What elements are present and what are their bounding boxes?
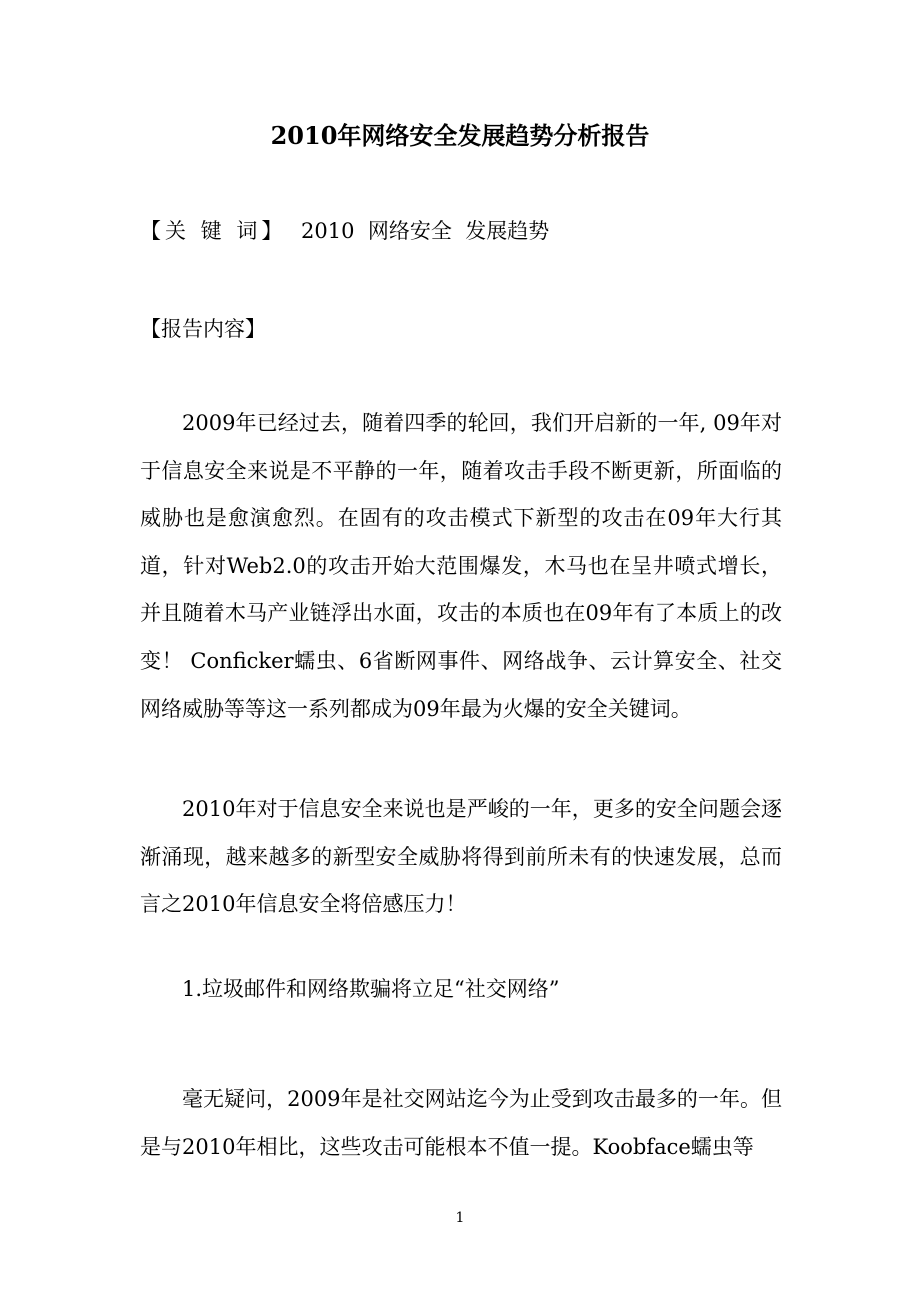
paragraph-section-1: 毫无疑问，2009年是社交网站迄今为止受到攻击最多的一年。但是与2010年相比，这些攻击可能根本不值一提。Koobface蠕虫等 [140, 1087, 782, 1159]
paragraph-outlook: 2010年对于信息安全来说也是严峻的一年，更多的安全问题会逐渐涌现，越来越多的新型安全威胁将得到前所未有的快速发展，总而言之2010年信息安全将倍感压力！ [140, 797, 782, 917]
content-label: 【报告内容】 [140, 317, 266, 341]
page-number: 1 [455, 1210, 465, 1226]
keywords-line [140, 216, 549, 246]
section-heading: 1.垃圾邮件和网络欺骗将立足“社交网络” [182, 977, 560, 1001]
keywords-label: 【关 键 词】 [140, 219, 287, 243]
document-title: 2010年网络安全发展趋势分析报告 [270, 121, 650, 150]
paragraph-intro: 2009年已经过去，随着四季的轮回，我们开启新的一年, 09年对于信息安全来说是不平静的一年，随着攻击手段不断更新，所面临的威胁也是愈演愈烈。在固有的攻击模式下新型的攻击在09年大行其道，针对Web2.0的攻击开始大范围爆发，木马也在呈井喷式增长，并且随着木马产业链浮出水面，攻击的本质也在09年有了本质上的改变！ Conficker蠕虫、6省断网事件、网络战争、云计算安全、社交网络威胁等等这一系列都成为09年最为火爆的安全关键词。 [140, 411, 782, 721]
keywords-value: 2010 网络安全 发展趋势 [301, 219, 550, 243]
